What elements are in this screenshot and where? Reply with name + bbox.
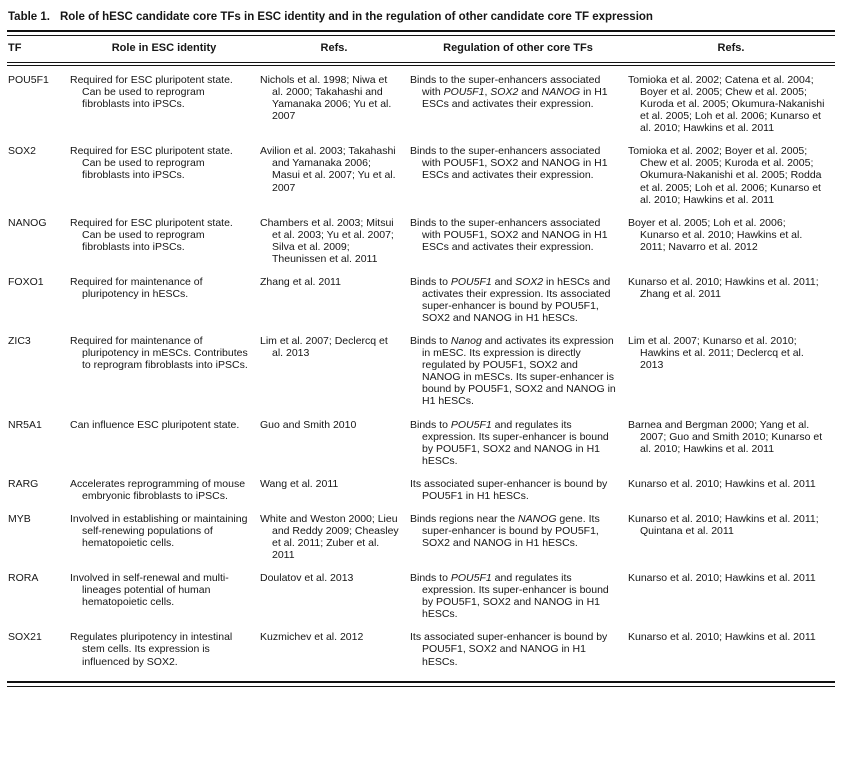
refs-identity-cell: Kuzmichev et al. 2012	[260, 631, 364, 644]
regulation-cell: Binds to POU5F1 and regulates its expression. Its super-enhancer is bound by POU5F1, SOX2 and NANOG in H1 hESCs.	[410, 572, 609, 621]
table-row	[7, 217, 835, 276]
refs-identity-cell: Zhang et al. 2011	[260, 275, 341, 288]
table-row	[7, 419, 835, 478]
refs-identity-cell: Doulatov et al. 2013	[260, 572, 354, 585]
tf-name: RORA	[8, 572, 39, 585]
refs-regulation-cell: Kunarso et al. 2010; Hawkins et al. 2011	[628, 572, 816, 585]
refs-regulation-cell: Tomioka et al. 2002; Catena et al. 2004; Boyer et al. 2005; Chew et al. 2005; Kuroda et al. 2005; Okumura-Nakanishi et al. 2005; Loh et al. 2006; Kunarso et al. 2010; Hawkins et al. 2011	[628, 74, 825, 135]
tf-name: SOX21	[8, 631, 42, 644]
refs-identity-cell: Nichols et al. 1998; Niwa et al. 2000; Takahashi and Yamanaka 2006; Yu et al. 2007	[260, 74, 392, 123]
role-cell: Regulates pluripotency in intestinal stem cells. Its expression is influenced by SOX2.	[70, 631, 233, 668]
table-row	[7, 335, 835, 418]
regulation-cell: Binds to POU5F1 and regulates its expression. Its super-enhancer is bound by POU5F1, SOX2 and NANOG in H1 hESCs.	[410, 418, 609, 467]
role-cell: Involved in self-renewal and multi-lineages potential of human hematopoietic cells.	[70, 572, 229, 609]
table-title	[7, 8, 835, 30]
refs-regulation-cell: Kunarso et al. 2010; Hawkins et al. 2011	[628, 631, 816, 644]
refs-identity-cell: Avilion et al. 2003; Takahashi and Yamanaka 2006; Masui et al. 2007; Yu et al. 2007	[260, 145, 396, 194]
column-header-role: Role in ESC identity	[69, 36, 259, 64]
refs-regulation-cell: Barnea and Bergman 2000; Yang et al. 2007; Guo and Smith 2010; Kunarso et al. 2010; Hawkins et al. 2011	[628, 418, 823, 455]
role-cell: Required for maintenance of pluripotency in hESCs.	[70, 275, 203, 300]
table-row	[7, 145, 835, 216]
header-row	[7, 36, 835, 64]
table-row	[7, 513, 835, 572]
table-row	[7, 276, 835, 335]
refs-identity-cell: Lim et al. 2007; Declercq et al. 2013	[260, 335, 388, 360]
table-row	[7, 572, 835, 631]
regulation-cell: Binds to the super-enhancers associated with POU5F1, SOX2 and NANOG in H1 ESCs and activates their expression.	[410, 145, 608, 182]
regulation-cell: Binds to the super-enhancers associated with POU5F1, SOX2 and NANOG in H1 ESCs and activates their expression.	[410, 74, 608, 111]
tf-role-table	[7, 36, 835, 678]
role-cell: Accelerates reprogramming of mouse embryonic fibroblasts to iPSCs.	[70, 477, 246, 502]
tf-name: FOXO1	[8, 275, 44, 288]
table-row	[7, 631, 835, 678]
refs-identity-cell: Guo and Smith 2010	[260, 418, 357, 431]
tf-name: ZIC3	[8, 335, 31, 348]
refs-identity-cell: Wang et al. 2011	[260, 477, 339, 490]
column-header-regulation: Regulation of other core TFs	[409, 36, 627, 64]
regulation-cell: Its associated super-enhancer is bound by POU5F1, SOX2 and NANOG in H1 hESCs.	[410, 631, 608, 668]
tf-name: SOX2	[8, 145, 37, 158]
tf-name: POU5F1	[8, 74, 49, 87]
role-cell: Required for ESC pluripotent state. Can be used to reprogram fibroblasts into iPSCs.	[70, 216, 233, 253]
role-cell: Required for maintenance of pluripotency in mESCs. Contributes to reprogram fibroblasts into iPSCs.	[70, 335, 248, 372]
table-number-label: Table 1.	[8, 11, 50, 23]
role-cell: Required for ESC pluripotent state. Can be used to reprogram fibroblasts into iPSCs.	[70, 74, 233, 111]
refs-regulation-cell: Kunarso et al. 2010; Hawkins et al. 2011; Quintana et al. 2011	[628, 512, 819, 537]
refs-identity-cell: Chambers et al. 2003; Mitsui et al. 2003; Yu et al. 2007; Silva et al. 2009; Theunissen et al. 2011	[260, 216, 394, 265]
role-cell: Involved in establishing or maintaining self-renewing populations of hematopoietic cells.	[70, 512, 248, 550]
tf-name: MYB	[8, 512, 31, 525]
regulation-cell: Binds to POU5F1 and SOX2 in hESCs and activates their expression. Its associated super-enhancer is bound by POU5F1, SOX2 and NANOG in H1 hESCs.	[410, 275, 611, 325]
column-header-refs-identity: Refs.	[259, 36, 409, 64]
rule-table-bottom	[7, 681, 835, 687]
tf-name: NANOG	[8, 216, 47, 229]
table-row	[7, 64, 835, 145]
refs-regulation-cell: Tomioka et al. 2002; Boyer et al. 2005; Chew et al. 2005; Kuroda et al. 2005; Okumura-Nakanishi et al. 2005; Rodda et al. 2005; Loh et al. 2006; Kunarso et al. 2010; Hawkins et al. 2011	[628, 145, 822, 206]
regulation-cell: Binds to Nanog and activates its expression in mESC. Its expression is directly regulated by POU5F1, SOX2 and NANOG in mESCs. Its super-enhancer is bound by POU5F1, SOX2 and NANOG in H1 hESCs.	[410, 335, 616, 408]
table-title-text: Role of hESC candidate core TFs in ESC identity and in the regulation of other candidate core TF expression	[59, 11, 653, 23]
column-header-tf: TF	[7, 36, 69, 64]
refs-identity-cell: White and Weston 2000; Lieu and Reddy 2009; Cheasley et al. 2011; Zuber et al. 2011	[260, 512, 399, 562]
refs-regulation-cell: Kunarso et al. 2010; Hawkins et al. 2011	[628, 477, 816, 490]
regulation-cell: Binds to the super-enhancers associated with POU5F1, SOX2 and NANOG in H1 ESCs and activates their expression.	[410, 216, 608, 253]
tf-name: RARG	[8, 477, 39, 490]
role-cell: Required for ESC pluripotent state. Can be used to reprogram fibroblasts into iPSCs.	[70, 145, 233, 182]
tf-name: NR5A1	[8, 418, 42, 431]
role-cell: Can influence ESC pluripotent state.	[70, 418, 240, 431]
refs-regulation-cell: Boyer et al. 2005; Loh et al. 2006; Kunarso et al. 2010; Hawkins et al. 2011; Navarro et al. 2012	[628, 216, 803, 253]
regulation-cell: Its associated super-enhancer is bound by POU5F1 in H1 hESCs.	[410, 477, 608, 502]
regulation-cell: Binds regions near the NANOG gene. Its super-enhancer is bound by POU5F1, SOX2 and NANOG in H1 hESCs.	[410, 512, 600, 550]
table-row	[7, 478, 835, 513]
refs-regulation-cell: Lim et al. 2007; Kunarso et al. 2010; Hawkins et al. 2011; Declercq et al. 2013	[628, 335, 804, 372]
column-header-refs-regulation: Refs.	[627, 36, 835, 64]
refs-regulation-cell: Kunarso et al. 2010; Hawkins et al. 2011; Zhang et al. 2011	[628, 275, 819, 300]
